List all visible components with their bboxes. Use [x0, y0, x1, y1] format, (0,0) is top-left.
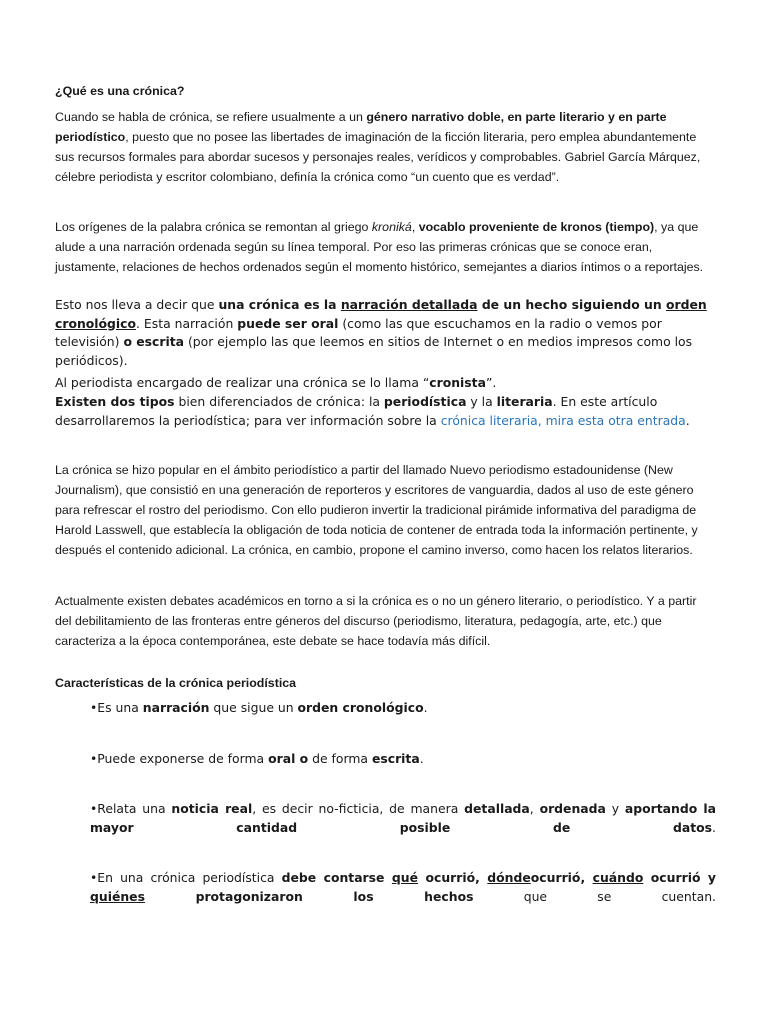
text-run: de un hecho siguiendo un — [477, 297, 667, 312]
paragraph-definition — [55, 107, 716, 187]
text-run: que sigue un — [209, 700, 298, 715]
text-run: , ya que alude a una narración ordenada según su línea temporal. Por eso las primeras crónicas que se conoce eran, justamente, relaciones de hechos ordenados según el momento histórico, semejantes a diarios íntimos o a reportajes. — [55, 220, 704, 274]
text-run: puede ser oral — [237, 315, 339, 331]
text-run: orden cronológico — [297, 700, 424, 715]
text-run: (por ejemplo las que leemos en sitios de Internet o en medios impresos como los periódicos). — [55, 334, 693, 368]
text-run: noticia real — [171, 801, 253, 816]
text-run: •Relata una — [90, 801, 172, 816]
text-run: •Puede exponerse de forma — [90, 751, 269, 766]
text-run: , — [529, 801, 540, 816]
text-run: que se cuentan. — [473, 888, 716, 904]
text-run: literaria — [496, 394, 553, 409]
text-run: ”. — [485, 375, 497, 390]
text-run: , — [411, 220, 419, 234]
paragraph-new-journalism — [55, 460, 716, 560]
text-run: Actualmente existen debates académicos en torno a si la crónica es o no un género literario, o periodístico. Y a partir del debilitamiento de las fronteras entre géneros del discurso (periodismo, literatura, pedagogía, arte, etc.) que caracteriza a la época contemporánea, este debate se hace todavía más difícil. — [55, 594, 697, 648]
text-run: de forma — [308, 751, 372, 766]
text-run: una crónica es la — [218, 297, 341, 312]
text-run: Existen dos tipos — [55, 394, 175, 409]
text-run: ocurrió, — [530, 870, 593, 885]
text-run: y la — [466, 394, 497, 409]
text-run: . — [712, 819, 716, 835]
text-run: Al periodista encargado de realizar una crónica se lo llama “ — [55, 375, 430, 390]
text-run: quiénes — [90, 888, 145, 904]
text-run: •Es una — [90, 700, 143, 715]
text-run: narración — [142, 700, 210, 715]
text-run: oral o — [268, 751, 309, 766]
text-run: Esto nos lleva a decir que — [55, 297, 219, 312]
text-run: aportando la mayor cantidad posible de datos — [90, 801, 717, 835]
text-run: . — [423, 700, 428, 715]
text-run: cronista — [429, 375, 486, 390]
text-run: debe contarse — [281, 870, 392, 885]
text-run: Cuando se habla de crónica, se refiere usualmente a un — [55, 110, 367, 124]
text-run: kroniká — [371, 220, 412, 234]
text-run: género narrativo doble, en parte literario y en parte periodístico — [55, 110, 667, 144]
text-run: protagonizaron los hechos — [144, 888, 474, 904]
bullet-item-oral-written — [90, 750, 716, 769]
text-run: •En una crónica periodística — [90, 870, 282, 885]
text-run: ordenada — [539, 801, 606, 816]
text-run: . Esta narración — [136, 315, 238, 331]
paragraph-types — [55, 393, 716, 430]
text-run: qué — [391, 870, 419, 885]
text-run: dónde — [487, 870, 531, 885]
bullet-item-real-news — [90, 800, 716, 837]
text-run: Los orígenes de la palabra crónica se remontan al griego — [55, 220, 372, 234]
paragraph-definition-detail — [55, 296, 716, 370]
bullet-item-chronological — [90, 699, 716, 718]
text-run: bien diferenciados de crónica: la — [174, 394, 384, 409]
text-run: . — [419, 751, 424, 766]
text-run: orden cronológico — [55, 297, 707, 331]
text-run: narración detallada — [340, 297, 478, 312]
text-run: y — [605, 801, 625, 816]
text-run: vocablo proveniente de kronos (tiempo) — [418, 220, 655, 234]
text-run: , puesto que no posee las libertades de imaginación de la ficción literaria, pero emplea abundantemente sus recursos formales para abordar sucesos y personajes reales, verídicos y comprobables. Gabriel García Márquez, célebre periodista y escritor colombiano, definía la crónica como “un cuento que es verdad”. — [55, 130, 701, 184]
text-run: . En este artículo desarrollaremos la periodística; para ver información sobre la — [55, 394, 658, 428]
section-heading: ¿Qué es una crónica? — [55, 84, 185, 98]
text-run: cuándo — [592, 870, 644, 885]
bullet-item-what-where-when — [90, 869, 716, 906]
text-run: ocurrió y — [643, 870, 716, 885]
characteristics-heading: Características de la crónica periodística — [55, 676, 297, 690]
inline-link[interactable]: crónica literaria, mira esta otra entrada — [440, 412, 686, 428]
text-run: escrita — [371, 751, 420, 766]
paragraph-cronista — [55, 374, 716, 393]
text-run: (como las que escuchamos en la radio o vemos por televisión) — [55, 315, 662, 349]
text-run: . — [685, 412, 690, 428]
paragraph-debates — [55, 591, 716, 651]
text-run: detallada — [464, 801, 530, 816]
text-run: , es decir no-ficticia, de manera — [252, 801, 465, 816]
text-run: o escrita — [123, 334, 185, 349]
text-run: La crónica se hizo popular en el ámbito periodístico a partir del llamado Nuevo periodismo estadounidense (New Journalism), que consistió en una generación de reporteros y escritores de vanguardia, dados al uso de este género para refrescar el rostro del periodismo. Con ello pudieron invertir la tradicional pirámide informativa del paradigma de Harold Lasswell, que establecía la obligación de toda noticia de contener de entrada toda la información pertinente, y después el contenido adicional. La crónica, en cambio, propone el camino inverso, como hacen los relatos literarios. — [55, 463, 698, 557]
paragraph-origins — [55, 217, 716, 277]
text-run: ocurrió, — [418, 870, 488, 885]
text-run: periodística — [383, 394, 467, 409]
